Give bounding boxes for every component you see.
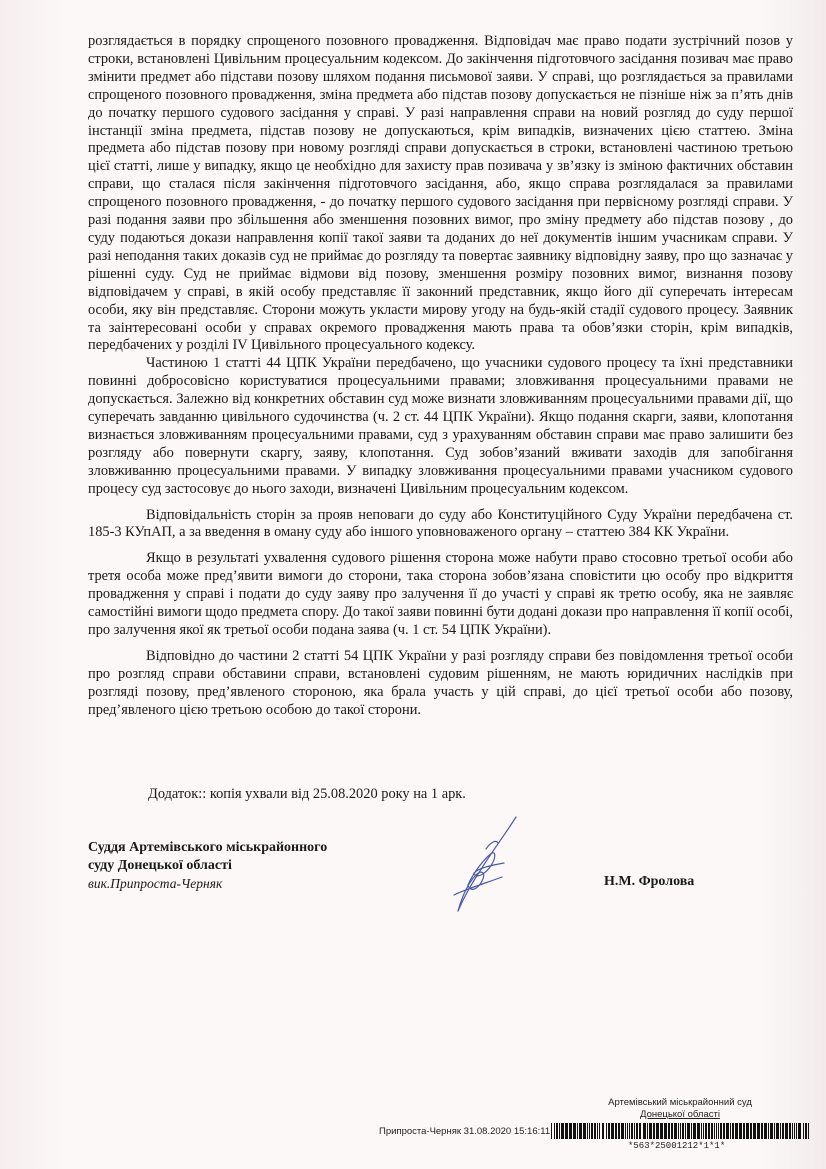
- signature-block: [88, 839, 327, 893]
- paragraph: Якщо в результаті ухвалення судового рішення сторона може набути право стосовно третьої особи або третя особа може пред’явити вимоги до сторони, така сторона зобов’язана сповістити цю особу про відкриття провадження у справі і подати до суду заяву про залучення її до участі у справі як третю особу, яка не заявляє самостійні вимоги щодо предмета спору. До такої заяви повинні бути додані докази про направлення її копії особі, про залучення якої як третьої особи подана заява (ч. 1 ст. 54 ЦПК України).: [88, 550, 793, 638]
- paragraph: Відповідно до частини 2 статті 54 ЦПК України у разі розгляду справи без повідомлення третьої особи про розгляд справи обставини справи, встановлені судовим рішенням, не мають юридичних наслідків при розгляді позову, пред’явленого стороною, яка брала участь у цій справі, до цієї третьої особи або позову, пред’явленого цією третьою особою до такої сторони.: [88, 647, 793, 718]
- executor-name: вик.Припроста-Черняк: [88, 876, 223, 891]
- paragraph: Частиною 1 статті 44 ЦПК України передбачено, що учасники судового процесу та їхні представники повинні добросовісно користуватися процесуальними правами; зловживання процесуальними правами не допускається. Залежно від конкретних обставин суд може визнати зловживанням процесуальними правами дії, що суперечать завданню цивільного судочинства (ч. 2 ст. 44 ЦПК України). Якщо подання скарги, заяви, клопотання визнається зловживанням процесуальними правами, суд з урахуванням обставин справи має право залишити без розгляду або повернути скаргу, заяву, клопотання. Суд зобов’язаний вживати заходів для запобігання зловживанню процесуальними правами. У випадку зловживання процесуальними правами учасником судового процесу суд застосовує до нього заходи, визначені Цивільним процесуальним кодексом.: [88, 355, 793, 497]
- document-body: [88, 33, 793, 720]
- court-title-line-1: Суддя Артемівського міськрайонного: [88, 840, 328, 855]
- handwritten-signature: [446, 813, 526, 918]
- barcode-caption: *563*25001212*1*1*: [628, 1141, 726, 1151]
- footer-court-line-2: Донецької області: [640, 1109, 720, 1120]
- paragraph: розглядається в порядку спрощеного позовного провадження. Відповідач має право подати зустрічний позов у строки, встановлені Цивільним процесуальним кодексом. До закінчення підготовчого засідання позивач має право змінити предмет або підстави позову шляхом подання письмової заяви. У справі, що розглядається за правилами спрощеного позовного провадження, зміна предмета або підстав позову допускається не пізніше ніж за п’ять днів до початку першого судового засідання у справі. У разі направлення справи на новий розгляд до суду першої інстанції зміна предмета, підстав позову не допускаються, крім випадків, визначених цією статтею. Зміна предмета або підстав позову при новому розгляді справи допускається в строки, встановлені частиною третьою цієї статті, лише у випадку, якщо це необхідно для захисту прав позивача у зв’язку із зміною фактичних обставин справи, що сталася після закінчення підготовчого засідання, або, якщо справа розглядалася за правилами спрощеного позовного провадження, - до початку першого судового засідання при первісному розгляді справи. У разі подання заяви про збільшення або зменшення позовних вимог, про зміну предмету або підстав позову , до суду подаються докази направлення копії такої заяви та доданих до неї документів іншим учасникам справи. У разі неподання таких доказів суд не приймає до розгляду та повертає заявнику відповідну заяву, про що зазначає у рішенні суду. Суд не приймає відмови від позову, зменшення розміру позовних вимог, визнання позову відповідачем у справі, в якій особу представляє її законний представник, якщо його дії суперечать інтересам особи, яку він представляє. Сторони можуть укласти мирову угоду на будь-якій стадії судового процесу. Заявник та заінтересовані особи у справах окремого провадження мають права та обов’язки сторін, крім випадків, передбачених у розділі IV Цивільного процесуального кодексу.: [88, 33, 793, 354]
- attachment-note: Додаток:: копія ухвали від 25.08.2020 року на 1 арк.: [148, 786, 466, 802]
- footer-timestamp: Припроста-Черняк 31.08.2020 15:16:11: [379, 1126, 551, 1137]
- barcode-icon: [551, 1123, 809, 1139]
- paragraph: Відповідальність сторін за прояв неповаги до суду або Конституційного Суду України передбачена ст. 185-3 КУпАП, а за введення в оману суду або іншого уповноваженого органу – статтею 384 КК України.: [88, 506, 793, 541]
- footer-court-line-1: Артемівський міськрайонний суд: [608, 1097, 752, 1108]
- footer-court-name: [600, 1097, 760, 1121]
- judge-name: Н.М. Фролова: [604, 874, 695, 889]
- court-title-line-2: суду Донецької області: [88, 858, 232, 873]
